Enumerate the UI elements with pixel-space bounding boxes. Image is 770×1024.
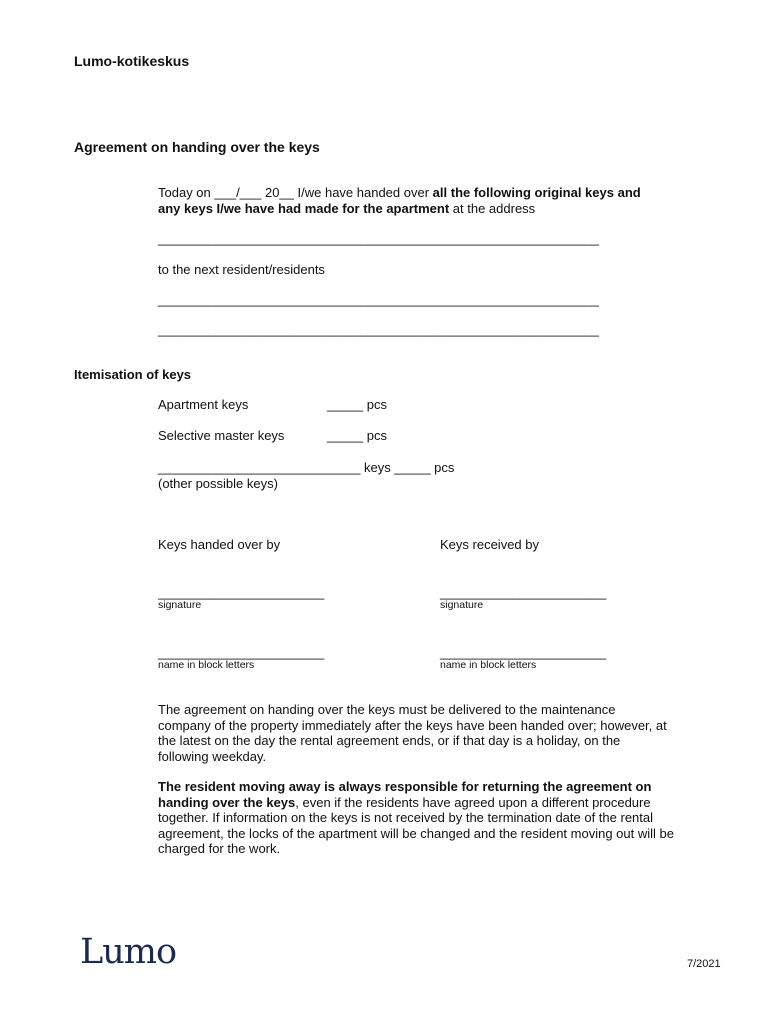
- master-keys-count[interactable]: _____ pcs: [327, 428, 387, 443]
- company-name: Lumo-kotikeskus: [74, 53, 190, 69]
- intro-line-1-text: Today on ___/___ 20__ I/we have handed over: [158, 185, 433, 200]
- lumo-logo: Lumo: [80, 932, 177, 972]
- resident-blank-2[interactable]: _____________________________________________________________: [158, 322, 600, 337]
- master-keys-label: Selective master keys: [158, 428, 285, 443]
- itemisation-heading: Itemisation of keys: [74, 367, 192, 382]
- resident-blank-1[interactable]: _____________________________________________________________: [158, 292, 600, 307]
- apartment-keys-label: Apartment keys: [158, 397, 249, 412]
- page-title: Agreement on handing over the keys: [74, 139, 320, 155]
- responsibility-note-text: , even if the residents have agreed upon a different procedure together. If information on the keys is not received by the termination date of the rental agreement, the locks of the apartment will be changed and the resident moving out will be charged for the work.: [158, 794, 674, 857]
- received-signature-blank[interactable]: _______________________: [440, 585, 607, 600]
- handed-over-signature-caption: signature: [158, 599, 202, 611]
- intro-line-2-emphasis: any keys I/we have had made for the apartment: [158, 201, 450, 216]
- intro-line-2-text: at the address: [449, 201, 536, 216]
- next-resident-label: to the next resident/residents: [158, 262, 325, 277]
- handed-over-name-blank[interactable]: _______________________: [158, 645, 325, 660]
- received-signature-caption: signature: [440, 599, 484, 611]
- received-name-caption: name in block letters: [440, 659, 537, 671]
- responsibility-note-emphasis: The resident moving away is always responsible for returning the agreement on handing over the keys: [158, 779, 652, 810]
- handed-over-name-caption: name in block letters: [158, 659, 255, 671]
- version-label: 7/2021: [687, 958, 721, 970]
- intro-line-2: [158, 201, 535, 216]
- address-blank[interactable]: _____________________________________________________________: [158, 231, 600, 246]
- delivery-note: The agreement on handing over the keys must be delivered to the maintenance company of the property immediately after the keys have been handed over; however, at the latest on the day the rental agreement ends, or if that day is a holiday, on the following weekday.: [158, 702, 667, 764]
- handed-over-by-label: Keys handed over by: [158, 537, 281, 552]
- other-keys-line[interactable]: ____________________________ keys _____ pcs: [158, 460, 455, 475]
- received-name-blank[interactable]: _______________________: [440, 645, 607, 660]
- intro-line-1: [158, 185, 641, 200]
- intro-line-1-emphasis: all the following original keys and: [432, 185, 641, 200]
- received-by-label: Keys received by: [440, 537, 539, 552]
- apartment-keys-count[interactable]: _____ pcs: [327, 397, 387, 412]
- handed-over-signature-blank[interactable]: _______________________: [158, 585, 325, 600]
- other-keys-note: (other possible keys): [158, 476, 278, 491]
- responsibility-note: [158, 779, 698, 857]
